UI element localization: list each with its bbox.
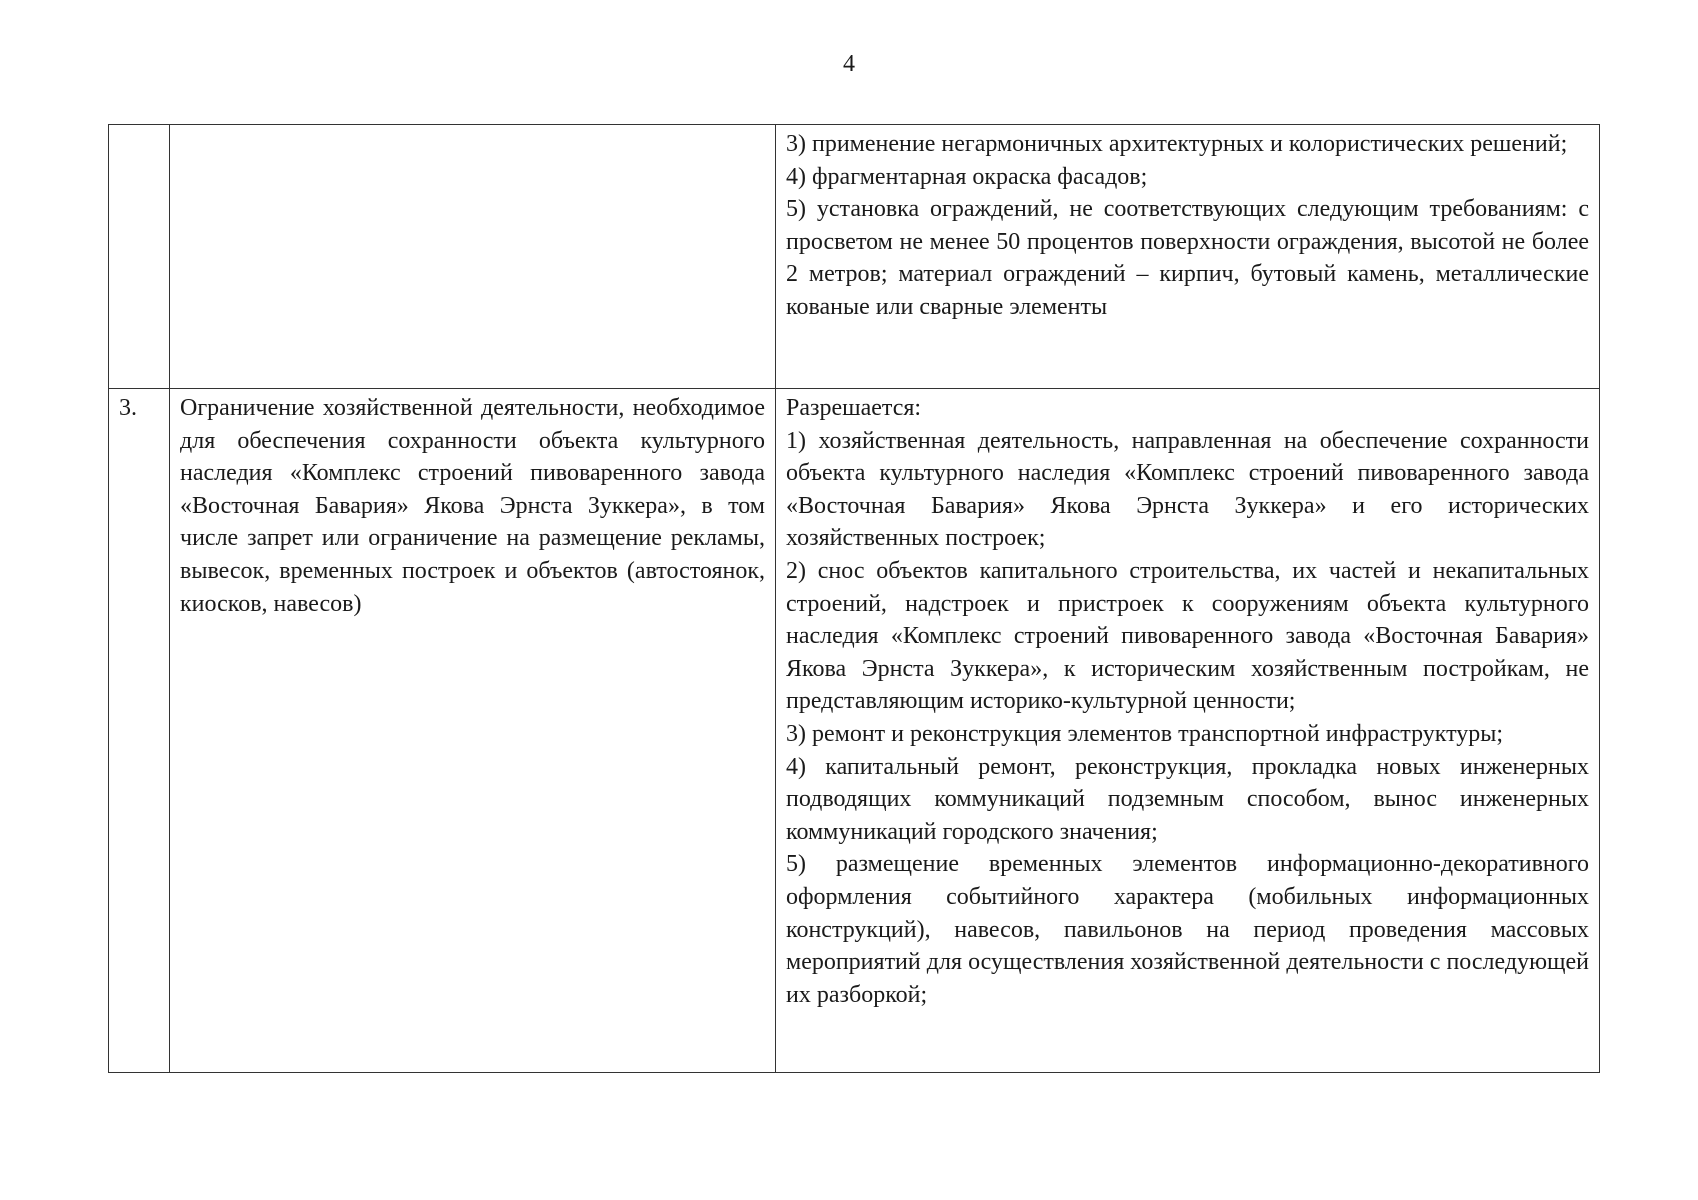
description-item: 5) установка ограждений, не соответствующих следующим требованиям: с просветом не менее 50 процентов поверхности ограждения, высотой не более 2 метров; материал ограждений – кирпич, бутовый камень, металлические кованые или сварные элементы — [786, 196, 1589, 320]
description-item: 4) фрагментарная окраска фасадов; — [786, 163, 1148, 190]
page-number: 4 — [843, 51, 855, 77]
row-name-cell — [170, 125, 776, 389]
table-row — [109, 389, 1600, 1073]
description-item: Разрешается: — [786, 395, 922, 421]
description-item: 3) применение негармоничных архитектурных и колористических решений; — [786, 131, 1568, 157]
row-description-cell — [776, 125, 1600, 389]
description-item: 2) снос объектов капитального строительства, их частей и некапитальных строений, надстроек и пристроек к сооружениям объекта культурного наследия «Комплекс строений пивоваренного завода «Восточная Бавария» Якова Эрнста Зуккера», к историческим хозяйственным постройкам, не представляющим историко-культурной ценности; — [786, 557, 1589, 715]
row-number-cell — [109, 125, 170, 389]
description-item: 1) хозяйственная деятельность, направленная на обеспечение сохранности объекта культурного наследия «Комплекс строений пивоваренного завода «Восточная Бавария» Якова Эрнста Зуккера» и его исторических хозяйственных построек; — [786, 427, 1589, 552]
description-item: 5) размещение временных элементов информационно-декоративного оформления событийного характера (мобильных информационных конструкций), навесов, павильонов на период проведения массовых мероприятий для осуществления хозяйственной деятельности с последующей их разборкой; — [786, 851, 1589, 1008]
table-row — [109, 125, 1600, 389]
row-name-cell — [170, 389, 776, 1073]
restriction-title: Ограничение хозяйственной деятельности, необходимое для обеспечения сохранности объекта культурного наследия «Комплекс строений пивоваренного завода «Восточная Бавария» Якова Эрнста Зуккера», в том числе запрет или ограничение на размещение рекламы, вывесок, временных построек и объектов (автостоянок, киосков, навесов) — [180, 395, 765, 617]
description-item: 4) капитальный ремонт, реконструкция, прокладка новых инженерных подводящих коммуникаций подземным способом, вынос инженерных коммуникаций городского значения; — [786, 753, 1589, 845]
description-item: 3) ремонт и реконструкция элементов транспортной инфраструктуры; — [786, 720, 1504, 747]
regulations-table — [108, 124, 1600, 1073]
row-number-cell: 3. — [109, 389, 170, 1073]
row-description-cell — [776, 389, 1600, 1073]
